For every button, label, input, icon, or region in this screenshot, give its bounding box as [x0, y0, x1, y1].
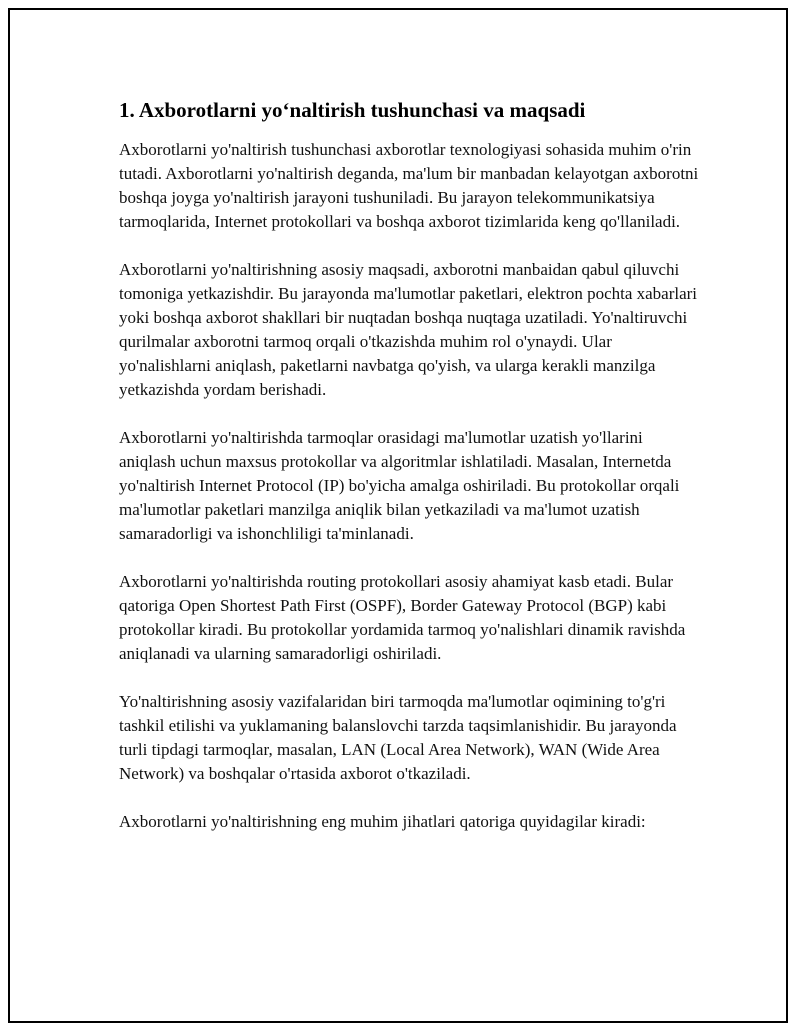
section-heading: 1. Axborotlarni yo‘naltirish tushunchasi va maqsadi	[119, 98, 586, 122]
paragraph-network-tasks: Yo'naltirishning asosiy vazifalaridan biri tarmoqda ma'lumotlar oqimining to'g'ri tashkil etilishi va yuklamaning balanslovchi tarzda taqsimlanishidir. Bu jarayonda turli tipdagi tarmoqlar, masalan, LAN (Local Area Network), WAN (Wide Area Network) va boshqalar o'rtasida axborot o'tkaziladi.	[119, 692, 677, 783]
paragraph-protocols: Axborotlarni yo'naltirishda tarmoqlar orasidagi ma'lumotlar uzatish yo'llarini aniqlash uchun maxsus protokollar va algoritmlar ishlatiladi. Masalan, Internetda yo'naltirish Internet Protocol (IP) bo'yicha amalga oshiriladi. Bu protokollar orqali ma'lumotlar paketlari manzilga aniqlik bilan yetkaziladi va ma'lumot uzatish samaradorligi va ishonchliligi ta'minlanadi.	[119, 428, 680, 543]
paragraph-routing-protocols: Axborotlarni yo'naltirishda routing protokollari asosiy ahamiyat kasb etadi. Bular qatoriga Open Shortest Path First (OSPF), Border Gateway Protocol (BGP) kabi protokollar kiradi. Bu protokollar yordamida tarmoq yo'nalishlari dinamik ravishda aniqlanadi va ularning samaradorligi oshiriladi.	[119, 572, 686, 663]
paragraph-intro: Axborotlarni yo'naltirish tushunchasi axborotlar texnologiyasi sohasida muhim o'rin tutadi. Axborotlarni yo'naltirish deganda, ma'lum bir manbadan kelayotgan axborotni boshqa joyga yo'naltirish jarayoni tushuniladi. Bu jarayon telekommunikatsiya tarmoqlarida, Internet protokollari va boshqa axborot tizimlarida keng qo'llaniladi.	[119, 140, 699, 231]
document-page	[8, 8, 788, 1023]
paragraph-key-aspects: Axborotlarni yo'naltirishning eng muhim jihatlari qatoriga quyidagilar kiradi:	[119, 812, 646, 831]
paragraph-main-purpose: Axborotlarni yo'naltirishning asosiy maqsadi, axborotni manbaidan qabul qiluvchi tomoniga yetkazishdir. Bu jarayonda ma'lumotlar paketlari, elektron pochta xabarlari yoki boshqa axborot shakllari bir nuqtadan boshqa nuqtaga uzatiladi. Yo'naltiruvchi qurilmalar axborotni tarmoq orqali o'tkazishda muhim rol o'ynaydi. Ular yo'nalishlarni aniqlash, paketlarni navbatga qo'yish, va ularga kerakli manzilga yetkazishda yordam berishadi.	[119, 260, 698, 399]
document-content	[119, 96, 699, 858]
